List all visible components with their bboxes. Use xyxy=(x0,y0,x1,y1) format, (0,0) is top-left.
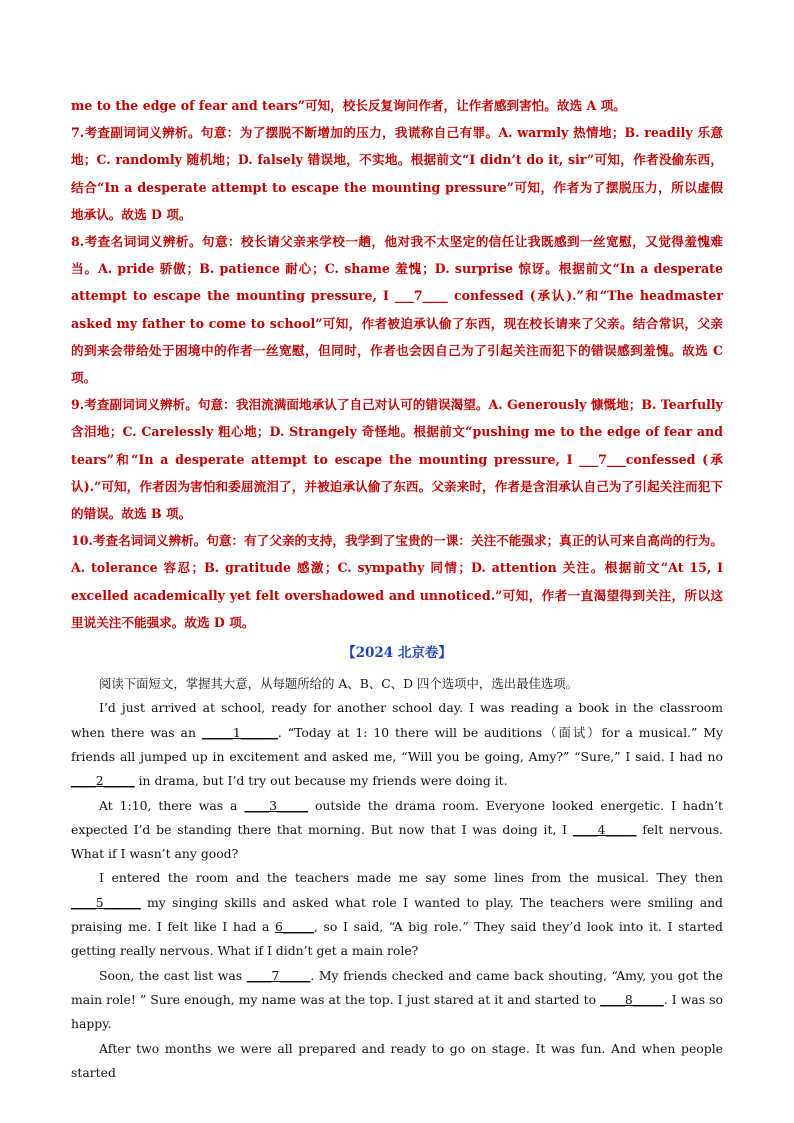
passage-paragraph-2 xyxy=(71,794,723,867)
answer-9: 9.考查副词词义辨析。句意：我泪流满面地承认了自己对认可的错误渴望。A. Generously 慷慨地；B. Tearfully 含泪地；C. Carelessly 粗心地；D. Strangely 奇怪地。根据前文“pushing me to the edge of fear and tears”和“In a desperate attempt to escape the mounting pressure, I ___7___confessed (承认).”可知，作者因为害怕和委屈流泪了，并被迫承认偷了东西。父亲来时，作者是含泪承认自己为了引起关注而犯下的错误。故选 B 项。 xyxy=(71,397,723,522)
blank-5: ____5______ xyxy=(71,894,141,910)
blank-3: ____3_____ xyxy=(244,797,309,813)
blank-1: _____1______ xyxy=(201,724,278,740)
text: . “Today at 1: 10 there will be auditions（面试）for a musical.” My friends all jumped up in excitement and asked me, “Will you be going, Amy?” “Sure,” I said. I had no xyxy=(71,724,724,764)
blank-6: 6_____ xyxy=(275,919,314,935)
text: . I was so happy. xyxy=(71,991,723,1032)
section-title: 【2024 北京卷】 xyxy=(342,645,452,662)
passage-paragraph-1 xyxy=(71,696,723,793)
text: , so I said, “A big role.” They said they’d look into it. I started getting really nervous. What if I didn’t get a main role? xyxy=(71,919,723,959)
text: I’d just arrived at school, ready for another school day. I was reading a book in the classroom when there was an xyxy=(71,700,723,740)
blank-7: ____7_____ xyxy=(246,967,311,983)
instruction: 阅读下面短文，掌握其大意，从每题所给的 A、B、C、D 四个选项中，选出最佳选项。 xyxy=(99,676,579,692)
blank-8: ____8_____ xyxy=(600,991,664,1007)
document-page xyxy=(71,92,723,1085)
text: felt nervous. What if I wasn’t any good? xyxy=(71,821,723,862)
text: my singing skills and asked what role I wanted to play. The teachers were smiling and praising me. I felt like I had a xyxy=(71,894,723,935)
text: in drama, but I’d try out because my friends were doing it. xyxy=(134,773,508,789)
blank-2: ____2_____ xyxy=(71,773,135,789)
text: . My friends checked and came back shouting, “Amy, you got the main role! ” Sure enough, my name was at the top. I just stared at it and started to xyxy=(71,967,723,1007)
text: I entered the room and the teachers made me say some lines from the musical. They then xyxy=(99,870,723,886)
answer-8: 8.考查名词词义辨析。句意：校长请父亲来学校一趟，他对我不太坚定的信任让我既感到一丝宽慰，又觉得羞愧难当。A. pride 骄傲；B. patience 耐心；C. shame 羞愧；D. surprise 惊讶。根据前文“In a desperate attempt to escape the mounting pressure, I ___7____ confessed (承认).”和“The headmaster asked my father to come to school”可知，作者被迫承认偷了东西，现在校长请来了父亲。结合常识，父亲的到来会带给处于困境中的作者一丝宽慰，但同时，作者也会因自己为了引起关注而犯下的错误感到羞愧。故选 C 项。 xyxy=(71,234,723,386)
text: At 1:10, there was a xyxy=(99,797,245,813)
passage-paragraph-5: After two months we were all prepared and ready to go on stage. It was fun. And when people started xyxy=(71,1040,723,1080)
answer-6-tail: me to the edge of fear and tears”可知，校长反复询问作者，让作者感到害怕。故选 A 项。 xyxy=(71,98,626,113)
text: Soon, the cast list was xyxy=(99,967,247,983)
answer-10: 10.考查名词词义辨析。句意：有了父亲的支持，我学到了宝贵的一课：关注不能强求；真正的认可来自高尚的行为。A. tolerance 容忍；B. gratitude 感激；C. sympathy 同情；D. attention 关注。根据前文“At 15, I excelled academically yet felt overshadowed and unnoticed.”可知，作者一直渴望得到关注，所以这里说关注不能强求。故选 D 项。 xyxy=(71,533,723,630)
passage-paragraph-4 xyxy=(71,964,723,1037)
text: outside the drama room. Everyone looked energetic. I hadn’t expected I’d be standing there that morning. But now that I was doing it, I xyxy=(71,797,723,837)
passage-paragraph-3 xyxy=(71,866,723,963)
answer-7: 7.考查副词词义辨析。句意：为了摆脱不断增加的压力，我谎称自己有罪。A. warmly 热情地；B. readily 乐意地；C. randomly 随机地；D. falsely 错误地，不实地。根据前文“I didn’t do it, sir”可知，作者没偷东西，结合“In a desperate attempt to escape the mounting pressure”可知，作者为了摆脱压力，所以虚假地承认。故选 D 项。 xyxy=(71,125,723,222)
blank-4: ____4_____ xyxy=(572,821,637,837)
